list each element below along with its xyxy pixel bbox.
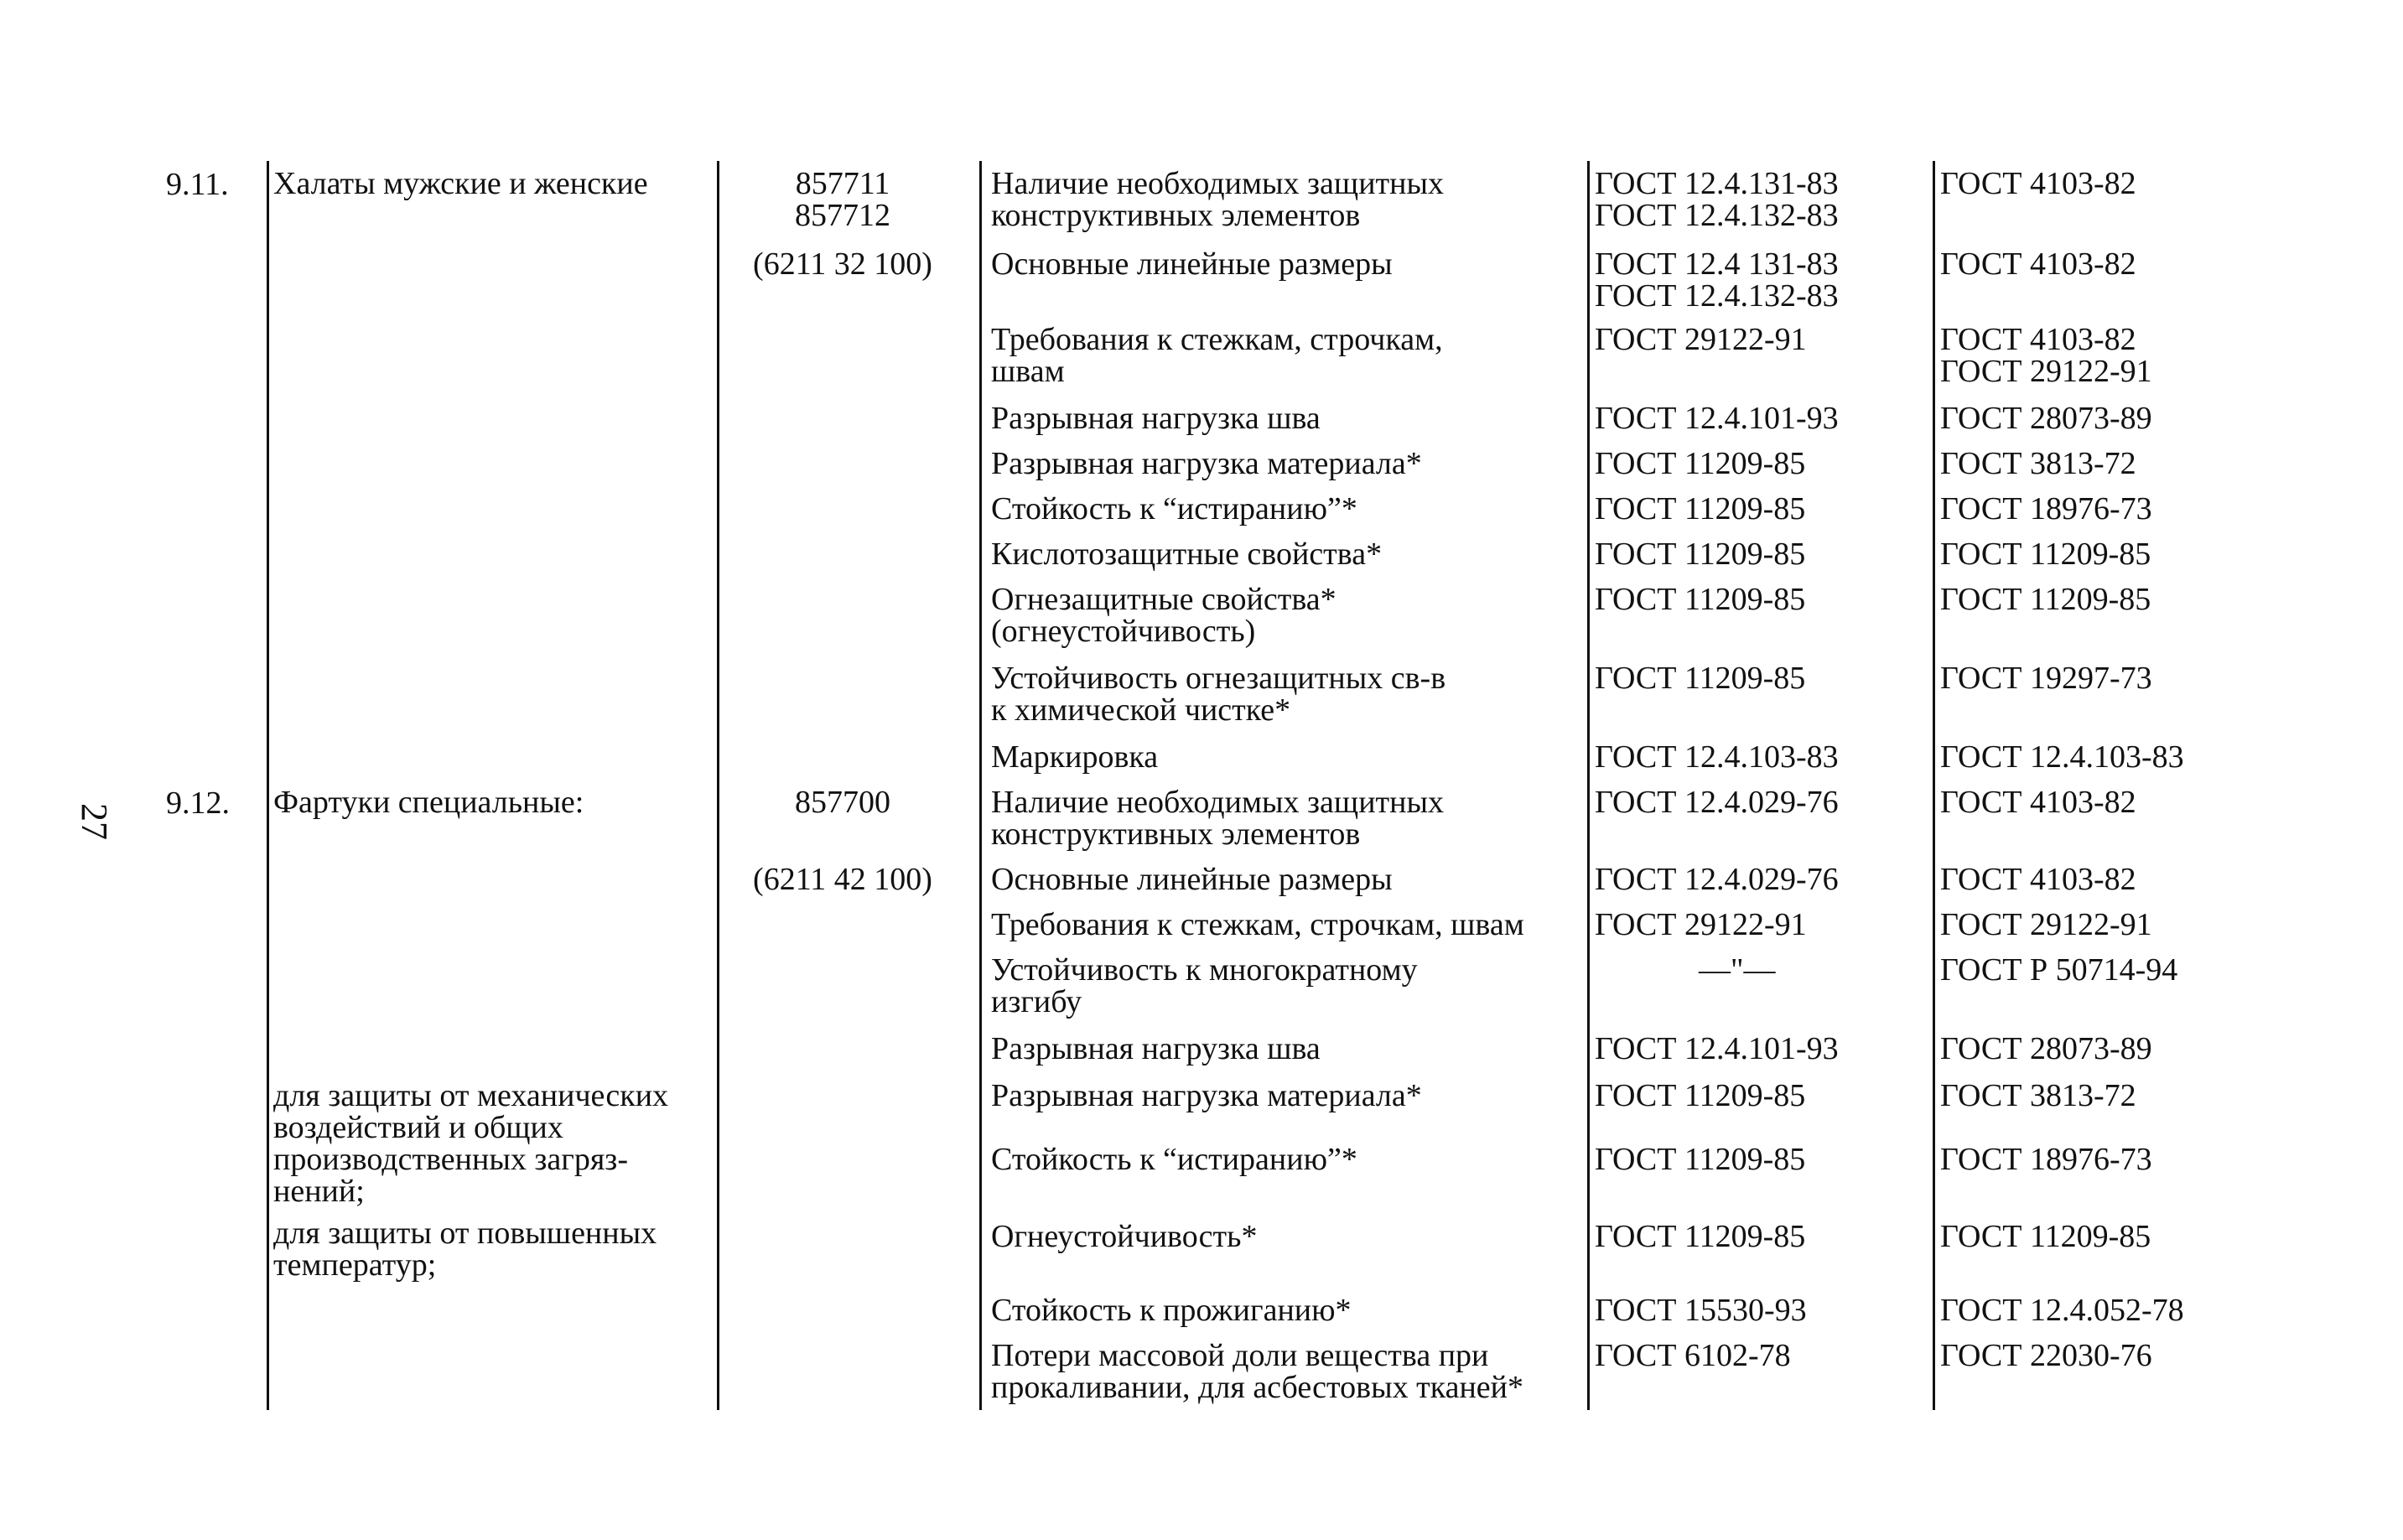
test-standard-cell: ГОСТ 12.4.103-83 — [1595, 739, 1839, 775]
indicator-cell: Требования к стежкам, строчкам, швам — [991, 322, 1443, 389]
product-code — [714, 168, 971, 231]
test-standard-cell: ГОСТ 11209-85 — [1595, 1142, 1806, 1177]
requirement-standard-cell: ГОСТ 28073-89 — [1940, 401, 2152, 436]
requirement-standard-cell: ГОСТ 11209-85 — [1940, 582, 2151, 617]
product-subitem — [273, 1217, 657, 1281]
requirement-standard-cell: ГОСТ 4103-82 — [1940, 785, 2136, 820]
page-number: 27 — [74, 803, 115, 840]
requirement-standard-cell: ГОСТ 4103-82 — [1940, 246, 2136, 282]
indicator-cell: Разрывная нагрузка материала* — [991, 1078, 1422, 1113]
okp-code: (6211 32 100) — [753, 246, 932, 282]
product-subitem — [273, 1080, 668, 1207]
requirement-standard-cell: ГОСТ 4103-82 — [1940, 166, 2136, 201]
ditto-mark: —"— — [1699, 952, 1776, 988]
subitem-line: воздействий и общих — [273, 1110, 563, 1145]
code-line: 857712 — [795, 198, 890, 233]
subitem-line: для защиты от механических — [273, 1078, 669, 1113]
requirement-standard-cell: ГОСТ 11209-85 — [1940, 1219, 2151, 1254]
indicator-cell: Устойчивость огнезащитных св-в к химической чистке* — [991, 661, 1446, 728]
test-standard-cell: ГОСТ 12.4.131-83 ГОСТ 12.4.132-83 — [1595, 166, 1839, 233]
requirement-standard-cell: ГОСТ 18976-73 — [1940, 1142, 2152, 1177]
indicator-cell: Наличие необходимых защитных конструктивных элементов — [991, 166, 1444, 233]
indicator-cell: Наличие необходимых защитных конструктивных элементов — [991, 785, 1444, 852]
requirement-standard-cell: ГОСТ 22030-76 — [1940, 1338, 2152, 1373]
requirement-standard-cell: ГОСТ 4103-82 ГОСТ 29122-91 — [1940, 322, 2152, 389]
product-name: Халаты мужские и женские — [273, 166, 648, 201]
indicator-cell: Стойкость к “истиранию”* — [991, 491, 1357, 526]
code-line: 857711 — [795, 166, 890, 201]
test-standard-cell: ГОСТ 12.4.029-76 — [1595, 862, 1839, 897]
subitem-line: нений; — [273, 1174, 365, 1209]
section-number: 9.12. — [166, 786, 230, 821]
requirement-standard-cell: ГОСТ 4103-82 — [1940, 862, 2136, 897]
requirement-standard-cell: ГОСТ 12.4.052-78 — [1940, 1293, 2184, 1328]
test-standard-cell: ГОСТ 29122-91 — [1595, 322, 1807, 357]
test-standard-cell: ГОСТ 12.4.101-93 — [1595, 1031, 1839, 1066]
indicator-cell: Устойчивость к многократному изгибу — [991, 952, 1418, 1019]
indicator-cell: Основные линейные размеры — [991, 862, 1393, 897]
test-standard-cell: ГОСТ 11209-85 — [1595, 1219, 1806, 1254]
test-standard-cell: ГОСТ 11209-85 — [1595, 661, 1806, 696]
indicator-cell: Огнезащитные свойства* (огнеустойчивость) — [991, 582, 1336, 649]
column-divider-5 — [1933, 161, 1935, 1410]
indicator-cell: Основные линейные размеры — [991, 246, 1393, 282]
test-standard-cell: ГОСТ 29122-91 — [1595, 907, 1807, 942]
indicator-cell: Требования к стежкам, строчкам, швам — [991, 907, 1524, 942]
okp-code: (6211 42 100) — [753, 862, 932, 897]
test-standard-cell: ГОСТ 11209-85 — [1595, 537, 1806, 572]
indicator-cell: Маркировка — [991, 739, 1159, 775]
test-standard-cell: ГОСТ 12.4.029-76 — [1595, 785, 1839, 820]
requirement-standard-cell: ГОСТ 12.4.103-83 — [1940, 739, 2184, 775]
indicator-cell: Кислотозащитные свойства* — [991, 537, 1383, 572]
column-divider-4 — [1587, 161, 1590, 1410]
requirement-standard-cell: ГОСТ 19297-73 — [1940, 661, 2152, 696]
test-standard-cell: ГОСТ 11209-85 — [1595, 1078, 1806, 1113]
test-standard-cell: ГОСТ 11209-85 — [1595, 491, 1806, 526]
test-standard-cell: ГОСТ 6102-78 — [1595, 1338, 1791, 1373]
column-divider-3 — [979, 161, 982, 1410]
indicator-cell: Стойкость к прожиганию* — [991, 1293, 1352, 1328]
indicator-cell: Стойкость к “истиранию”* — [991, 1142, 1357, 1177]
requirement-standard-cell: ГОСТ 11209-85 — [1940, 537, 2151, 572]
indicator-cell: Разрывная нагрузка шва — [991, 1031, 1321, 1066]
requirement-standard-cell: ГОСТ 18976-73 — [1940, 491, 2152, 526]
test-standard-cell: ГОСТ 12.4 131-83 ГОСТ 12.4.132-83 — [1595, 246, 1839, 314]
test-standard-cell: ГОСТ 11209-85 — [1595, 582, 1806, 617]
requirement-standard-cell: ГОСТ Р 50714-94 — [1940, 952, 2178, 988]
product-code: 857700 — [795, 785, 890, 820]
section-number: 9.11. — [166, 167, 229, 202]
indicator-cell: Разрывная нагрузка материала* — [991, 446, 1422, 481]
test-standard-cell: ГОСТ 12.4.101-93 — [1595, 401, 1839, 436]
requirement-standard-cell: ГОСТ 3813-72 — [1940, 446, 2136, 481]
column-divider-1 — [267, 161, 269, 1410]
product-name: Фартуки специальные: — [273, 785, 584, 820]
requirement-standard-cell: ГОСТ 3813-72 — [1940, 1078, 2136, 1113]
requirement-standard-cell: ГОСТ 29122-91 — [1940, 907, 2152, 942]
column-divider-2 — [717, 161, 719, 1410]
test-standard-cell: ГОСТ 15530-93 — [1595, 1293, 1807, 1328]
subitem-line: температур; — [273, 1247, 437, 1283]
indicator-cell: Огнеустойчивость* — [991, 1219, 1258, 1254]
indicator-cell: Потери массовой доли вещества при прокаливании, для асбестовых тканей* — [991, 1338, 1523, 1405]
indicator-cell: Разрывная нагрузка шва — [991, 401, 1321, 436]
subitem-line: производственных загряз- — [273, 1142, 628, 1177]
requirement-standard-cell: ГОСТ 28073-89 — [1940, 1031, 2152, 1066]
subitem-line: для защиты от повышенных — [273, 1216, 657, 1251]
test-standard-cell: ГОСТ 11209-85 — [1595, 446, 1806, 481]
